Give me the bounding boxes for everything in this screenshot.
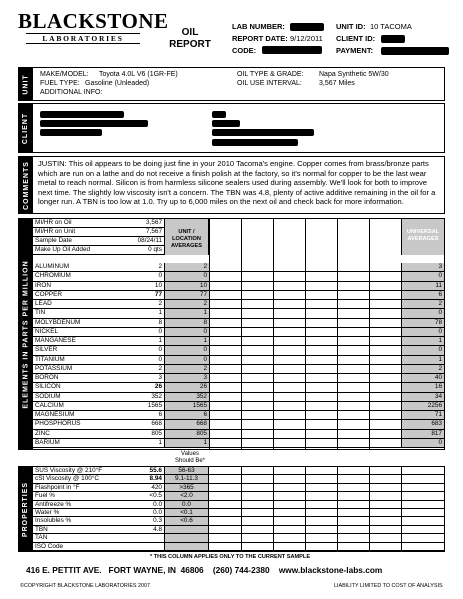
element-value: 2 <box>158 300 162 307</box>
sample-info-value: 3,567 <box>146 219 162 226</box>
report-title-line2: REPORT <box>169 39 211 50</box>
element-universal-average: 71 <box>401 411 444 419</box>
property-name: Insolubles % <box>35 517 72 525</box>
property-value: <0.5 <box>149 492 162 500</box>
element-name: COPPER <box>35 290 62 298</box>
property-row <box>33 484 444 492</box>
element-name: CALCIUM <box>35 401 64 409</box>
element-value: 2 <box>158 364 162 372</box>
sample-info-row <box>33 246 164 255</box>
element-name: POTASSIUM <box>35 364 73 372</box>
element-universal-average: 1 <box>401 356 444 364</box>
client-id-redacted <box>381 35 405 43</box>
property-value: 0.0 <box>153 509 162 516</box>
property-value: 4.8 <box>153 525 162 533</box>
property-value: 420 <box>151 483 162 491</box>
sample-info-label: MI/HR on Unit <box>35 228 76 235</box>
oil-interval-label: OIL USE INTERVAL: <box>237 80 302 87</box>
property-row <box>33 517 444 525</box>
element-row <box>33 356 444 365</box>
sample-info-rows <box>33 219 444 255</box>
sample-info-row <box>33 237 164 246</box>
element-name: CHROMIUM <box>35 272 71 280</box>
sample-info-label: MI/HR on Oil <box>35 219 72 226</box>
element-name: PHOSPHORUS <box>35 420 81 428</box>
property-should-be <box>164 534 209 541</box>
report-title-line1: OIL <box>181 27 199 38</box>
client-fax-redacted <box>212 120 240 127</box>
unit-side-label: UNIT <box>19 68 33 100</box>
element-row <box>33 393 444 402</box>
element-unit-average: 1565 <box>164 402 209 410</box>
element-universal-average: 6 <box>401 291 444 299</box>
property-value: 0.0 <box>153 500 162 508</box>
property-should-be: <2.0 <box>164 492 209 499</box>
element-universal-average: 1 <box>401 337 444 345</box>
element-unit-average: 2 <box>164 263 209 271</box>
properties-side-label: PROPERTIES <box>19 467 33 551</box>
property-name: TAN <box>35 534 48 542</box>
sample-info-value: 7,567 <box>146 228 162 235</box>
element-universal-average: 0 <box>401 309 444 317</box>
footer-liability: LIABILITY LIMITED TO COST OF ANALYSIS <box>334 583 443 589</box>
element-universal-average: 16 <box>401 383 444 391</box>
element-value: 77 <box>154 290 162 298</box>
element-universal-average: 2 <box>401 365 444 373</box>
report-date-value: 9/12/2011 <box>290 34 323 43</box>
property-value: 8.94 <box>149 475 162 483</box>
element-universal-average: 11 <box>401 282 444 290</box>
element-row <box>33 346 444 355</box>
element-name: SILVER <box>35 346 58 354</box>
blackstone-logo <box>18 9 169 44</box>
client-side-label: CLIENT <box>19 104 33 152</box>
element-row <box>33 263 444 272</box>
element-value: 352 <box>151 392 162 400</box>
element-row <box>33 272 444 281</box>
property-should-be: 0.0 <box>164 501 209 508</box>
client-email-redacted <box>212 129 314 136</box>
element-unit-average: 1 <box>164 439 209 447</box>
element-universal-average: 34 <box>401 393 444 401</box>
element-name: SODIUM <box>35 392 61 400</box>
comments-section <box>18 156 445 214</box>
report-date-label: REPORT DATE: <box>232 34 288 43</box>
element-unit-average: 10 <box>164 282 209 290</box>
property-rows <box>33 467 444 551</box>
oil-interval-value: 3,567 Miles <box>319 80 355 87</box>
element-rows <box>33 263 444 449</box>
properties-table <box>18 466 445 552</box>
element-universal-average: 817 <box>401 430 444 438</box>
property-value <box>121 534 164 541</box>
lab-number-label: LAB NUMBER: <box>232 22 285 31</box>
element-name: TITANIUM <box>35 355 65 363</box>
element-universal-average: 40 <box>401 374 444 382</box>
elements-table <box>18 218 445 450</box>
element-row <box>33 291 444 300</box>
property-should-be: <0.1 <box>164 509 209 516</box>
property-row <box>33 509 444 517</box>
property-value: 55.6 <box>149 467 162 474</box>
element-name: NICKEL <box>35 327 59 335</box>
comments-text: JUSTIN: This oil appears to be doing just fine in your 2010 Tacoma's engine. Copper comes from brass/bronze parts which are run on a lathe and do not receive a finish polish at the factory, so it's normal for copper to be the last wear metal to reach normal. Silicon is from harmless silicone sealers used during assembly. We'll look for both to improve next time. The slightly low viscosity isn't a concern. The TBN was 4.8, plenty of active additive remaining in the oil for a longer run. A TBN is too low at 1.0. Try up to 6,000 miles on the next oil and check back for more information. <box>38 159 436 207</box>
element-value: 3 <box>158 374 162 381</box>
element-row <box>33 365 444 374</box>
element-unit-average: 77 <box>164 291 209 299</box>
element-unit-average: 352 <box>164 393 209 401</box>
element-name: ZINC <box>35 429 50 437</box>
element-unit-average: 2 <box>164 300 209 308</box>
element-value: 1 <box>158 337 162 344</box>
universal-averages-header: UNIVERSAL AVERAGES <box>401 219 444 255</box>
property-name: Flashpoint in °F <box>35 483 80 491</box>
property-row <box>33 526 444 534</box>
property-should-be <box>164 526 209 533</box>
property-name: cSt Viscosity @ 100°C <box>35 475 99 483</box>
make-model-value: Toyota 4.0L V6 (1GR-FE) <box>99 71 178 78</box>
sample-info-label: Make Up Oil Added <box>35 246 91 253</box>
values-should-be-header: Values Should Be* <box>174 451 206 464</box>
element-name: MOLYBDENUM <box>35 318 81 326</box>
element-unit-average: 8 <box>164 319 209 327</box>
payment-redacted <box>381 47 449 55</box>
element-row <box>33 383 444 392</box>
element-row <box>33 300 444 309</box>
element-name: BORON <box>35 374 59 381</box>
element-universal-average: 2256 <box>401 402 444 410</box>
element-unit-average: 0 <box>164 346 209 354</box>
fuel-type-value: Gasoline (Unleaded) <box>85 80 150 87</box>
element-name: LEAD <box>35 300 52 307</box>
client-email2-redacted <box>212 139 298 146</box>
property-name: Fuel % <box>35 492 55 500</box>
element-unit-average: 26 <box>164 383 209 391</box>
element-value: 8 <box>158 318 162 326</box>
element-universal-average: 2 <box>401 300 444 308</box>
sample-info-row <box>33 219 164 228</box>
property-name: Antifreeze % <box>35 500 72 508</box>
element-value: 0 <box>158 355 162 363</box>
element-value: 805 <box>151 429 162 437</box>
properties-footnote: * THIS COLUMN APPLIES ONLY TO THE CURRENT SAMPLE <box>150 554 311 560</box>
element-value: 1 <box>158 309 162 317</box>
client-address-redacted <box>40 120 148 127</box>
element-name: SILICON <box>35 383 61 391</box>
footer-address: 416 E. PETTIT AVE. FORT WAYNE, IN 46806 (260) 744-2380 www.blackstone-labs.com <box>26 565 383 575</box>
property-value: 0.3 <box>153 517 162 525</box>
property-row <box>33 492 444 500</box>
element-unit-average: 805 <box>164 430 209 438</box>
unit-id-label: UNIT ID: <box>336 22 366 31</box>
element-value: 2 <box>158 263 162 270</box>
element-name: TIN <box>35 309 46 317</box>
element-value: 10 <box>154 281 162 289</box>
element-row <box>33 420 444 429</box>
property-row <box>33 501 444 509</box>
unit-id-value: 10 TACOMA <box>370 22 412 31</box>
element-unit-average: 2 <box>164 365 209 373</box>
element-name: MAGNESIUM <box>35 411 75 418</box>
element-value: 6 <box>158 411 162 418</box>
sample-info-label: Sample Date <box>35 237 72 244</box>
property-row <box>33 475 444 483</box>
element-unit-average: 0 <box>164 328 209 336</box>
element-row <box>33 402 444 411</box>
element-row <box>33 282 444 291</box>
logo-sub-text: LABORATORIES <box>26 33 140 44</box>
element-name: ALUMINUM <box>35 263 70 270</box>
element-universal-average: 0 <box>401 346 444 354</box>
element-row <box>33 374 444 383</box>
element-universal-average: 0 <box>401 328 444 336</box>
element-row <box>33 328 444 337</box>
property-should-be: 56-63 <box>164 467 209 474</box>
footer-copyright: ©COPYRIGHT BLACKSTONE LABORATORIES 2007 <box>20 583 150 589</box>
element-name: BARIUM <box>35 438 60 446</box>
element-row <box>33 430 444 439</box>
element-unit-average: 6 <box>164 411 209 419</box>
element-row <box>33 411 444 420</box>
element-row <box>33 319 444 328</box>
client-phone-label-redacted <box>212 111 226 118</box>
element-row <box>33 337 444 346</box>
element-value: 1565 <box>147 401 162 409</box>
comments-side-label: COMMENTS <box>19 157 33 213</box>
element-row <box>33 309 444 318</box>
property-should-be <box>164 543 209 550</box>
element-unit-average: 668 <box>164 420 209 428</box>
oil-type-label: OIL TYPE & GRADE: <box>237 71 304 78</box>
fuel-type-label: FUEL TYPE: <box>40 80 80 87</box>
element-universal-average: 78 <box>401 319 444 327</box>
unit-section <box>18 67 445 101</box>
sample-info-value: 0 qts <box>148 246 162 253</box>
code-redacted <box>262 46 322 54</box>
property-should-be: <0.6 <box>164 517 209 524</box>
logo-main-text: BLACKSTONE <box>18 9 169 33</box>
property-row <box>33 543 444 551</box>
payment-label: PAYMENT: <box>336 46 374 55</box>
property-name: TBN <box>35 525 48 533</box>
element-value: 26 <box>154 383 162 391</box>
element-universal-average: 0 <box>401 272 444 280</box>
element-unit-average: 0 <box>164 356 209 364</box>
property-name: ISO Code <box>35 542 64 550</box>
client-id-label: CLIENT ID: <box>336 34 376 43</box>
code-label: CODE: <box>232 46 257 55</box>
element-unit-average: 1 <box>164 337 209 345</box>
lab-number-redacted <box>290 23 324 31</box>
element-value: 0 <box>158 327 162 335</box>
oil-type-value: Napa Synthetic 5W/30 <box>319 71 389 78</box>
property-should-be: >365 <box>164 484 209 491</box>
elements-side-label: ELEMENTS IN PARTS PER MILLION <box>19 219 33 449</box>
element-name: IRON <box>35 281 51 289</box>
element-row <box>33 439 444 448</box>
client-city-redacted <box>40 129 102 136</box>
additional-info-label: ADDITIONAL INFO: <box>40 89 103 96</box>
client-name-redacted <box>40 111 124 118</box>
client-section <box>18 103 445 153</box>
unit-averages-header: UNIT / LOCATION AVERAGES <box>164 219 209 255</box>
element-unit-average: 1 <box>164 309 209 317</box>
property-name: Water % <box>35 509 60 516</box>
element-value: 1 <box>158 438 162 446</box>
element-name: MANGANESE <box>35 337 76 344</box>
property-name: SUS Viscosity @ 210°F <box>35 467 103 474</box>
element-universal-average: 3 <box>401 263 444 271</box>
element-value: 668 <box>151 420 162 428</box>
property-row <box>33 467 444 475</box>
element-unit-average: 3 <box>164 374 209 382</box>
sample-info-value: 08/24/11 <box>137 237 162 244</box>
element-universal-average: 683 <box>401 420 444 428</box>
element-value: 0 <box>158 272 162 280</box>
report-title <box>160 27 220 51</box>
element-unit-average: 0 <box>164 272 209 280</box>
element-universal-average: 0 <box>401 439 444 447</box>
sample-info-row <box>33 228 164 237</box>
property-value <box>121 543 164 550</box>
property-should-be: 9.1-11.3 <box>164 475 209 482</box>
element-value: 0 <box>158 346 162 354</box>
property-row <box>33 534 444 542</box>
make-model-label: MAKE/MODEL: <box>40 71 89 78</box>
